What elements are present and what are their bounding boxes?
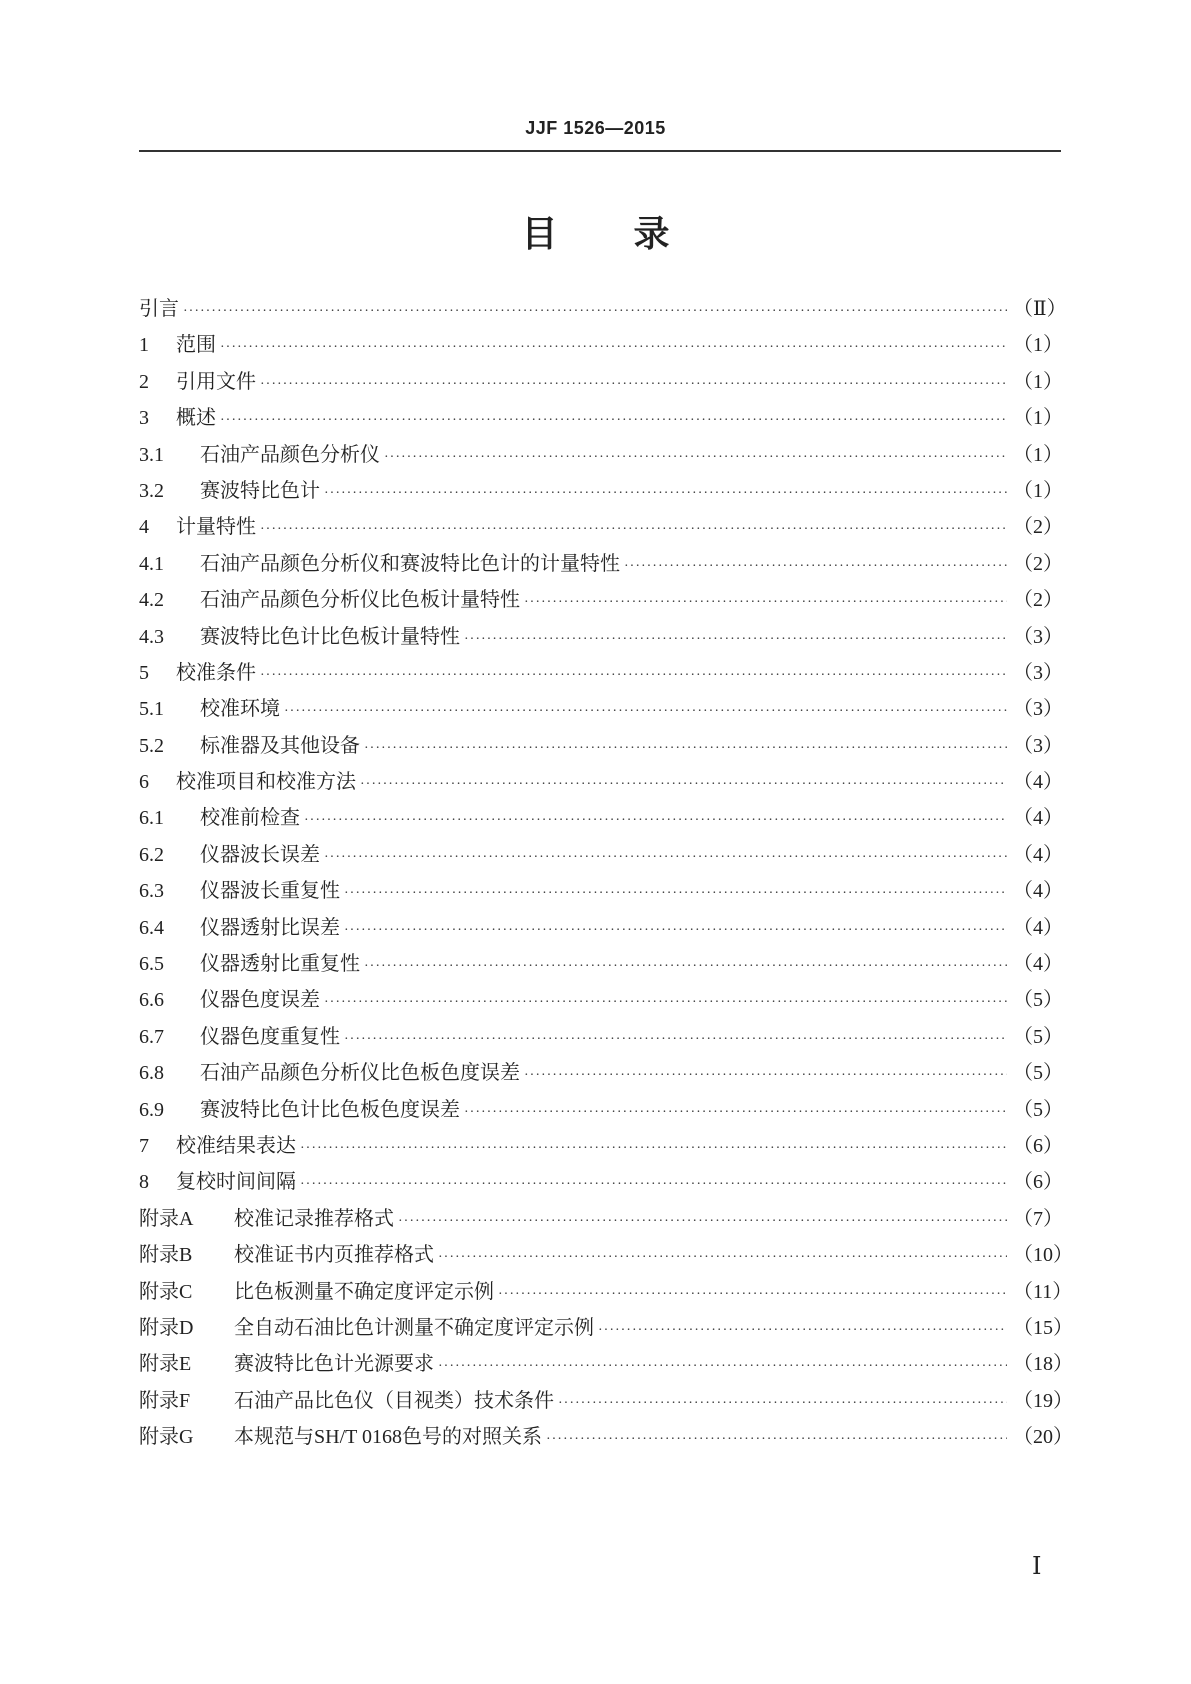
toc-entry[interactable]: [139, 1202, 1061, 1238]
toc-entry[interactable]: [139, 365, 1061, 401]
toc-entry-page: （Ⅱ）: [1013, 298, 1067, 320]
toc-entry-label: 石油产品比色仪（目视类）技术条件: [234, 1389, 554, 1412]
toc-entry-number: 3.1: [139, 443, 164, 466]
dot-leader: [220, 413, 1007, 429]
toc-entry-label: 赛波特比色计: [200, 479, 320, 502]
toc-entry-page: （5）: [1013, 1025, 1063, 1048]
toc-entry-number: 2: [139, 370, 149, 393]
toc-entry-page: （3）: [1013, 661, 1063, 684]
toc-entry-label: 仪器透射比误差: [200, 916, 340, 939]
document-code-header: JJF 1526—2015: [525, 118, 666, 138]
toc-entry-page: （7）: [1013, 1207, 1063, 1230]
toc-entry[interactable]: [139, 1020, 1061, 1056]
toc-entry-page: （11）: [1013, 1280, 1073, 1303]
toc-entry-page: （3）: [1013, 734, 1063, 757]
toc-entry[interactable]: [139, 292, 1067, 328]
toc-entry-page: （6）: [1013, 1134, 1063, 1157]
dot-leader: [464, 632, 1007, 648]
title-char: 目: [521, 214, 558, 255]
toc-entry-label: 校准条件: [176, 661, 256, 684]
dot-leader: [524, 1068, 1007, 1084]
toc-entry[interactable]: [139, 1420, 1073, 1456]
toc-entry-number: 4.1: [139, 552, 164, 575]
toc-entry-number: 6.1: [139, 807, 164, 830]
toc-entry-number: 附录C: [139, 1280, 193, 1303]
toc-entry-page: （1）: [1013, 479, 1063, 502]
toc-entry[interactable]: [139, 838, 1061, 874]
toc-entry-label: 复校时间间隔: [176, 1171, 296, 1194]
dot-leader: [344, 886, 1007, 902]
toc-entry-label: 校准前检查: [200, 807, 300, 830]
toc-entry[interactable]: [139, 801, 1061, 837]
toc-entry-number: 5.1: [139, 698, 164, 721]
toc-entry-label: 赛波特比色计光源要求: [234, 1353, 434, 1376]
toc-entry-label: 仪器波长误差: [200, 843, 320, 866]
toc-entry[interactable]: [139, 1384, 1073, 1420]
toc-entry-label: 校准结果表达: [176, 1134, 296, 1157]
toc-entry[interactable]: [139, 656, 1061, 692]
dot-leader: [344, 923, 1007, 939]
toc-entry-label: 石油产品颜色分析仪: [200, 443, 380, 466]
toc-entry-number: 6.5: [139, 953, 164, 976]
toc-entry-number: 4: [139, 516, 149, 539]
dot-leader: [598, 1323, 1007, 1339]
toc-entry-number: 5.2: [139, 734, 164, 757]
toc-entry-page: （18）: [1013, 1353, 1073, 1376]
toc-entry-page: （4）: [1013, 953, 1063, 976]
dot-leader: [183, 304, 1007, 320]
toc-entry-page: （4）: [1013, 880, 1063, 903]
page-title: [0, 206, 1191, 257]
toc-entry-page: （3）: [1013, 698, 1063, 721]
dot-leader: [438, 1250, 1007, 1266]
dot-leader: [546, 1432, 1007, 1448]
toc-entry[interactable]: [139, 1056, 1061, 1092]
toc-entry-number: 6.8: [139, 1062, 164, 1085]
toc-entry[interactable]: [139, 474, 1061, 510]
toc-entry-page: （4）: [1013, 843, 1063, 866]
toc-entry-number: 3: [139, 407, 149, 430]
toc-entry[interactable]: [139, 401, 1061, 437]
toc-entry-label: 石油产品颜色分析仪比色板计量特性: [200, 589, 520, 612]
toc-entry-label: 标准器及其他设备: [200, 734, 360, 757]
table-of-contents: [139, 292, 1073, 1457]
toc-entry[interactable]: [139, 1129, 1061, 1165]
dot-leader: [364, 741, 1007, 757]
toc-entry[interactable]: [139, 328, 1061, 364]
toc-entry[interactable]: [139, 1238, 1073, 1274]
toc-entry-page: （5）: [1013, 1062, 1063, 1085]
dot-leader: [498, 1287, 1007, 1303]
toc-entry-label: 引用文件: [176, 370, 256, 393]
dot-leader: [324, 486, 1007, 502]
toc-entry-label: 引言: [139, 298, 179, 320]
toc-entry-label: 校准记录推荐格式: [234, 1207, 394, 1230]
toc-entry[interactable]: [139, 1165, 1061, 1201]
dot-leader: [344, 1032, 1007, 1048]
toc-entry-label: 石油产品颜色分析仪和赛波特比色计的计量特性: [200, 552, 620, 575]
toc-entry[interactable]: [139, 1311, 1073, 1347]
toc-entry-label: 校准证书内页推荐格式: [234, 1244, 434, 1267]
dot-leader: [220, 340, 1007, 356]
toc-entry-page: （4）: [1013, 916, 1063, 939]
toc-entry-number: 7: [139, 1134, 149, 1157]
toc-entry[interactable]: [139, 510, 1061, 546]
toc-entry[interactable]: [139, 438, 1061, 474]
toc-entry-label: 范围: [176, 334, 216, 357]
title-char: 录: [633, 214, 670, 255]
toc-entry[interactable]: [139, 547, 1061, 583]
toc-entry-label: 校准项目和校准方法: [176, 771, 356, 794]
toc-entry[interactable]: [139, 729, 1061, 765]
toc-entry-label: 比色板测量不确定度评定示例: [234, 1280, 494, 1303]
toc-entry[interactable]: [139, 874, 1061, 910]
toc-entry[interactable]: [139, 583, 1061, 619]
dot-leader: [260, 668, 1007, 684]
dot-leader: [364, 959, 1007, 975]
toc-entry[interactable]: [139, 1275, 1073, 1311]
toc-entry[interactable]: [139, 983, 1061, 1019]
dot-leader: [384, 450, 1007, 466]
toc-entry-number: 附录D: [139, 1316, 194, 1339]
toc-entry-label: 赛波特比色计比色板计量特性: [200, 625, 460, 648]
toc-entry-number: 8: [139, 1171, 149, 1194]
toc-entry-page: （20）: [1013, 1426, 1073, 1449]
dot-leader: [398, 1214, 1007, 1230]
toc-entry-label: 仪器色度误差: [200, 989, 320, 1012]
toc-entry-label: 仪器波长重复性: [200, 880, 340, 903]
toc-entry-number: 4.3: [139, 625, 164, 648]
toc-entry-number: 附录F: [139, 1389, 191, 1412]
toc-entry-number: 6.2: [139, 843, 164, 866]
toc-entry-number: 附录B: [139, 1244, 193, 1267]
toc-entry[interactable]: [139, 947, 1061, 983]
toc-entry-label: 仪器色度重复性: [200, 1025, 340, 1048]
toc-entry-label: 仪器透射比重复性: [200, 953, 360, 976]
dot-leader: [558, 1396, 1007, 1412]
toc-entry-number: 6.3: [139, 880, 164, 903]
toc-entry-page: （5）: [1013, 989, 1063, 1012]
toc-entry-number: 3.2: [139, 479, 164, 502]
toc-entry[interactable]: [139, 765, 1061, 801]
dot-leader: [524, 595, 1007, 611]
toc-entry-number: 6.4: [139, 916, 164, 939]
toc-entry-number: 附录A: [139, 1207, 194, 1230]
toc-entry-label: 校准环境: [200, 698, 280, 721]
toc-entry-label: 全自动石油比色计测量不确定度评定示例: [234, 1316, 594, 1339]
dot-leader: [300, 1141, 1007, 1157]
toc-entry-number: 附录G: [139, 1426, 194, 1449]
dot-leader: [438, 1359, 1007, 1375]
header-rule: [139, 150, 1061, 152]
dot-leader: [464, 1105, 1007, 1121]
toc-entry-number: 4.2: [139, 589, 164, 612]
toc-entry[interactable]: [139, 1347, 1073, 1383]
toc-entry-label: 本规范与SH/T 0168色号的对照关系: [234, 1426, 542, 1449]
dot-leader: [260, 522, 1007, 538]
toc-entry-label: 石油产品颜色分析仪比色板色度误差: [200, 1062, 520, 1085]
toc-entry-page: （6）: [1013, 1171, 1063, 1194]
dot-leader: [324, 995, 1007, 1011]
toc-entry-page: （2）: [1013, 589, 1063, 612]
toc-entry-page: （1）: [1013, 370, 1063, 393]
toc-entry-number: 6.6: [139, 989, 164, 1012]
toc-entry-page: （3）: [1013, 625, 1063, 648]
toc-entry-page: （5）: [1013, 1098, 1063, 1121]
toc-entry-page: （4）: [1013, 807, 1063, 830]
dot-leader: [284, 704, 1007, 720]
toc-entry-page: （10）: [1013, 1244, 1073, 1267]
toc-entry[interactable]: [139, 620, 1061, 656]
dot-leader: [304, 813, 1007, 829]
dot-leader: [324, 850, 1007, 866]
dot-leader: [360, 777, 1007, 793]
dot-leader: [300, 1177, 1007, 1193]
toc-entry-page: （2）: [1013, 552, 1063, 575]
dot-leader: [260, 377, 1007, 393]
page-number: Ⅰ: [1032, 1554, 1042, 1580]
toc-entry-number: 6.9: [139, 1098, 164, 1121]
toc-entry-number: 5: [139, 661, 149, 684]
toc-entry-page: （2）: [1013, 516, 1063, 539]
toc-entry-number: 附录E: [139, 1353, 192, 1376]
toc-entry[interactable]: [139, 1093, 1061, 1129]
toc-entry-page: （15）: [1013, 1316, 1073, 1339]
toc-entry-page: （1）: [1013, 334, 1063, 357]
toc-entry[interactable]: [139, 911, 1061, 947]
toc-entry-label: 概述: [176, 407, 216, 430]
toc-entry-page: （19）: [1013, 1389, 1073, 1412]
toc-entry-label: 赛波特比色计比色板色度误差: [200, 1098, 460, 1121]
toc-entry-number: 6: [139, 771, 149, 794]
toc-entry-page: （1）: [1013, 443, 1063, 466]
toc-entry-number: 6.7: [139, 1025, 164, 1048]
toc-entry-page: （1）: [1013, 407, 1063, 430]
dot-leader: [624, 559, 1007, 575]
toc-entry-page: （4）: [1013, 771, 1063, 794]
toc-entry-number: 1: [139, 334, 149, 357]
toc-entry[interactable]: [139, 692, 1061, 728]
toc-entry-label: 计量特性: [176, 516, 256, 539]
